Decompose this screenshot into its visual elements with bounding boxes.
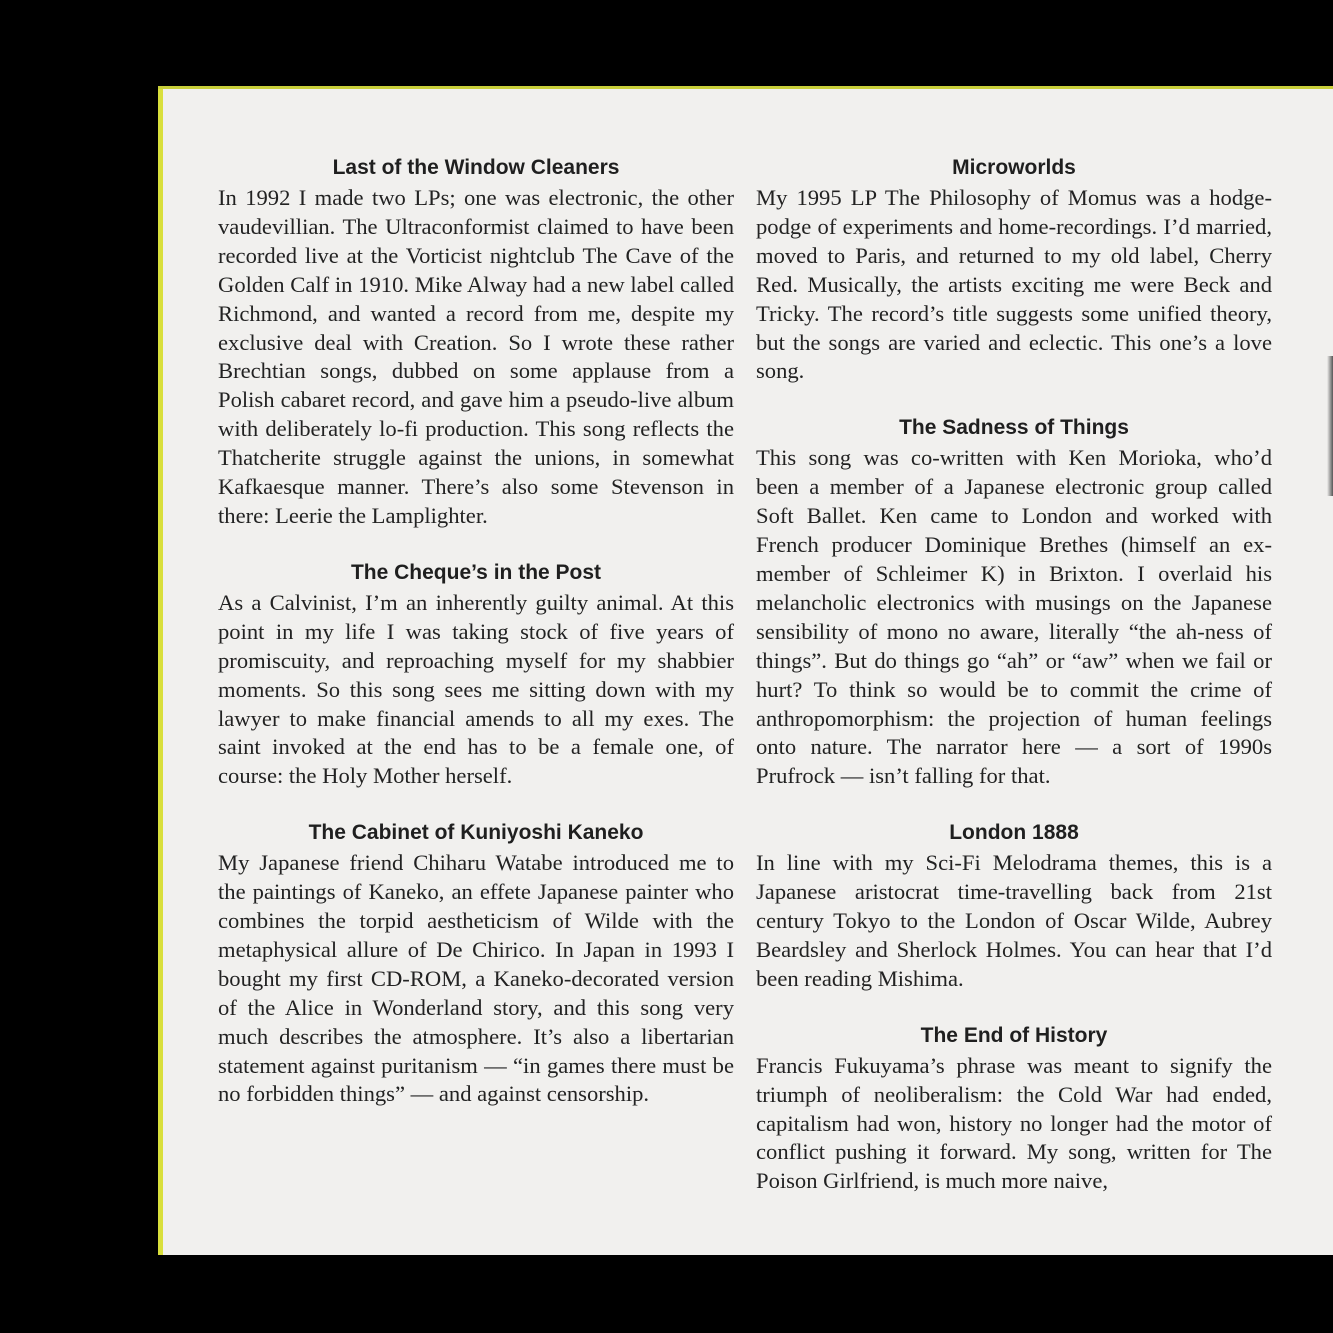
section-body: In line with my Sci-Fi Melodrama themes, this is a Japanese aristocrat time-travelling back from 21st century Tokyo to the London of Oscar Wilde, Aubrey Beardsley and Sherlock Holmes. You can hear that I’d been reading Mishima. [756, 850, 1272, 991]
section-title: Microworlds [952, 156, 1076, 179]
section-title: London 1888 [949, 821, 1079, 845]
section-the-cabinet-of-kuniyoshi-kaneko [218, 821, 734, 1109]
right-column [756, 156, 1272, 1226]
section-body: My Japanese friend Chiharu Watabe introduced me to the paintings of Kaneko, an effete Japanese painter who combines the torpid aestheticism of Wilde with the metaphysical allure of De Chirico. In Japan in 1993 I bought my first CD-ROM, a Kaneko-decorated version of the Alice in Wonderland story, and this song very much describes the atmosphere. It’s also a libertarian statement against puritanism — “in games there must be no forbidden things” — and against censorship. [218, 850, 734, 1107]
section-title: The Cabinet of Kuniyoshi Kaneko [308, 821, 644, 845]
section-title: The End of History [920, 1023, 1108, 1047]
section-body: Francis Fukuyama’s phrase was meant to signify the triumph of neoliberalism: the Cold War had ended, capitalism had won, history no longer had the motor of conflict pushing it forward. My song, written for The Poison Girlfriend, is much more naive, [756, 1052, 1272, 1194]
section-the-end-of-history [756, 1024, 1272, 1197]
page-binding-shadow [1327, 356, 1333, 496]
booklet-page [158, 86, 1333, 1255]
left-column [218, 156, 734, 1139]
section-body: In 1992 I made two LPs; one was electronic, the other vaudevillian. The Ultraconformist claimed to have been recorded live at the Vorticist nightclub The Cave of the Golden Calf in 1910. Mike Alway had a new label called Richmond, and wanted a record from me, despite my exclusive deal with Creation. So I wrote these rather Brechtian songs, dubbed on some applause from a Polish cabaret record, and gave him a pseudo-live album with deliberately lo-fi production. This song reflects the Thatcherite struggle against the unions, in somewhat Kafkaesque manner. There’s also some Stevenson in there: Leerie the Lamplighter. [218, 185, 734, 528]
section-body: This song was co-written with Ken Morioka, who’d been a member of a Japanese electronic group called Soft Ballet. Ken came to London and worked with French producer Dominique Brethes (himself an ex-member of Schleimer K) in Brixton. I overlaid his melancholic electronics with musings on the Japanese sensibility of mono no aware, literally “the ah-ness of things”. But do things go “ah” or “aw” when we fail or hurt? To think so would be to commit the crime of anthropomorphism: the projection of human feelings onto nature. The narrator here — a sort of 1990s Prufrock — isn’t falling for that. [756, 445, 1272, 789]
section-last-of-the-window-cleaners [218, 156, 734, 531]
section-title: Last of the Window Cleaners [332, 156, 620, 179]
section-title: The Cheque’s in the Post [350, 560, 602, 584]
section-body: My 1995 LP The Philosophy of Momus was a hodgepodge of experiments and home-recordings. I’d married, moved to Paris, and returned to my old label, Cherry Red. Musically, the artists exciting me were Beck and Tricky. The record’s title suggests some unified theory, but the songs are varied and eclectic. This one’s a love song. [756, 185, 1272, 384]
section-microworlds [756, 156, 1272, 386]
section-the-sadness-of-things [756, 416, 1272, 791]
section-london-1888 [756, 821, 1272, 994]
section-body: As a Calvinist, I’m an inherently guilty animal. At this point in my life I was taking stock of five years of promiscuity, and reproaching myself for my shabbier moments. So this song sees me sitting down with my lawyer to make financial amends to all my exes. The saint invoked at the end has to be a female one, of course: the Holy Mother herself. [218, 589, 734, 789]
section-title: The Sadness of Things [899, 416, 1129, 440]
section-the-cheques-in-the-post [218, 561, 734, 791]
